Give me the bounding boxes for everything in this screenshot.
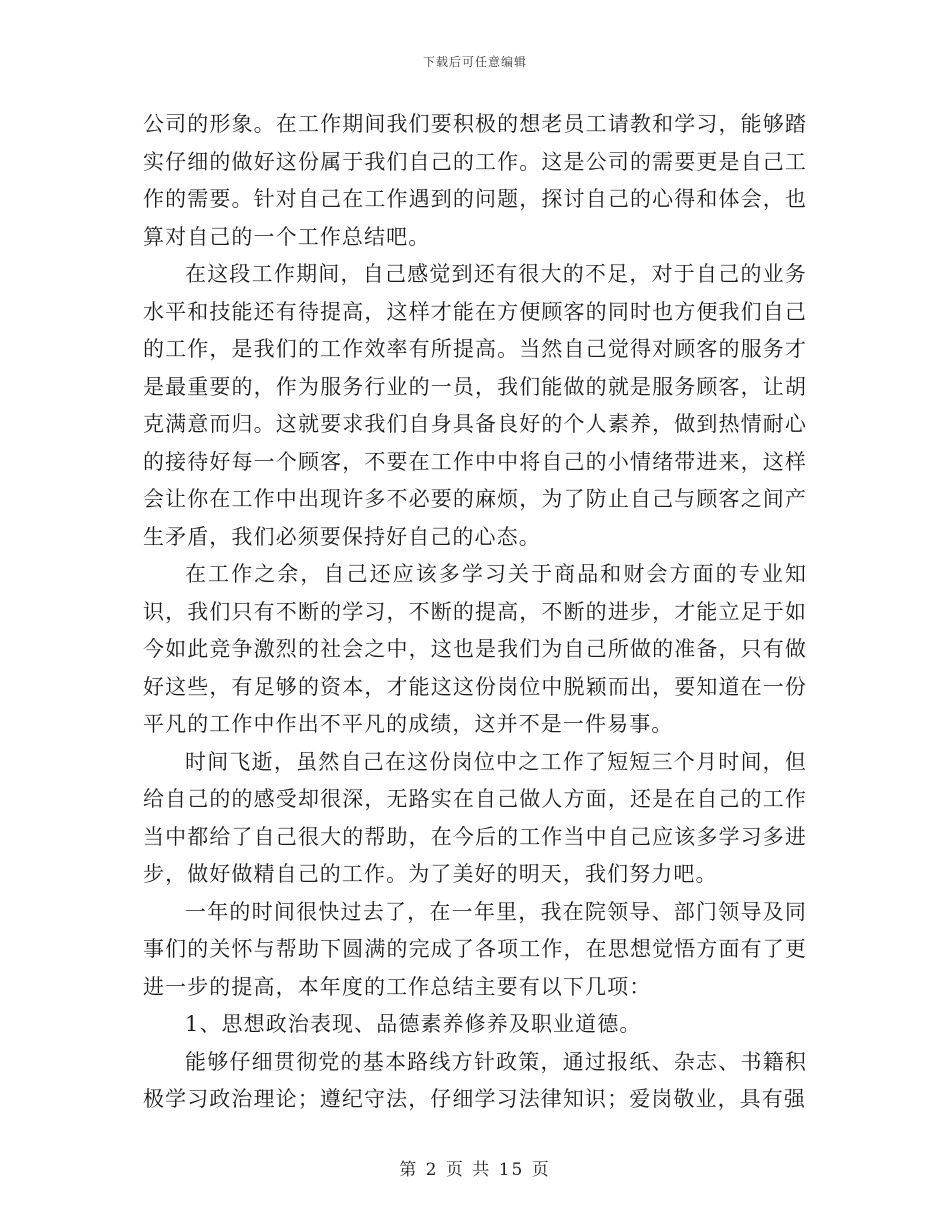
paragraph-1: 公司的形象。在工作期间我们要积极的想老员工请教和学习，能够踏实仔细的做好这份属于我们自己的工作。这是公司的需要更是自己工作的需要。针对自己在工作遇到的问题，探讨自己的心得和体会，也算对自己的一个工作总结吧。 bbox=[143, 112, 807, 249]
paragraph-3: 在工作之余，自己还应该多学习关于商品和财会方面的专业知识，我们只有不断的学习，不断的提高，不断的进步，才能立足于如今如此竞争激烈的社会之中，这也是我们为自己所做的准备，只有做好这些，有足够的资本，才能这这份岗位中脱颖而出，要知道在一份平凡的工作中作出不平凡的成绩，这并不是一件易事。 bbox=[143, 562, 807, 736]
paragraph-6: 能够仔细贯彻党的基本路线方针政策，通过报纸、杂志、书籍积极学习政治理论；遵纪守法，仔细学习法律知识；爱岗敬业，具有强 bbox=[143, 1049, 807, 1111]
section-heading-1: 1、思想政治表现、品德素养修养及职业道德。 bbox=[185, 1012, 642, 1036]
paragraph-4: 时间飞逝，虽然自己在这份岗位中之工作了短短三个月时间，但给自己的的感受却很深，无路实在自己做人方面，还是在自己的工作当中都给了自己很大的帮助，在今后的工作当中自己应该多学习多进步，做好做精自己的工作。为了美好的明天，我们努力吧。 bbox=[143, 749, 807, 886]
paragraph-5: 一年的时间很快过去了，在一年里，我在院领导、部门领导及同事们的关怀与帮助下圆满的完成了各项工作，在思想觉悟方面有了更进一步的提高，本年度的工作总结主要有以下几项： bbox=[143, 899, 807, 999]
paragraph-2: 在这段工作期间，自己感觉到还有很大的不足，对于自己的业务水平和技能还有待提高，这样才能在方便顾客的同时也方便我们自己的工作，是我们的工作效率有所提高。当然自己觉得对顾客的服务才是最重要的，作为服务行业的一员，我们能做的就是服务顾客，让胡克满意而归。这就要求我们自身具备良好的个人素养，做到热情耐心的接待好每一个顾客，不要在工作中中将自己的小情绪带进来，这样会让你在工作中出现许多不必要的麻烦，为了防止自己与顾客之间产生矛盾，我们必须要保持好自己的心态。 bbox=[143, 262, 807, 549]
page-number-footer: 第 2 页 共 15 页 bbox=[399, 1160, 551, 1180]
document-body bbox=[143, 106, 807, 1119]
page-header-note: 下载后可任意编辑 bbox=[422, 55, 527, 69]
